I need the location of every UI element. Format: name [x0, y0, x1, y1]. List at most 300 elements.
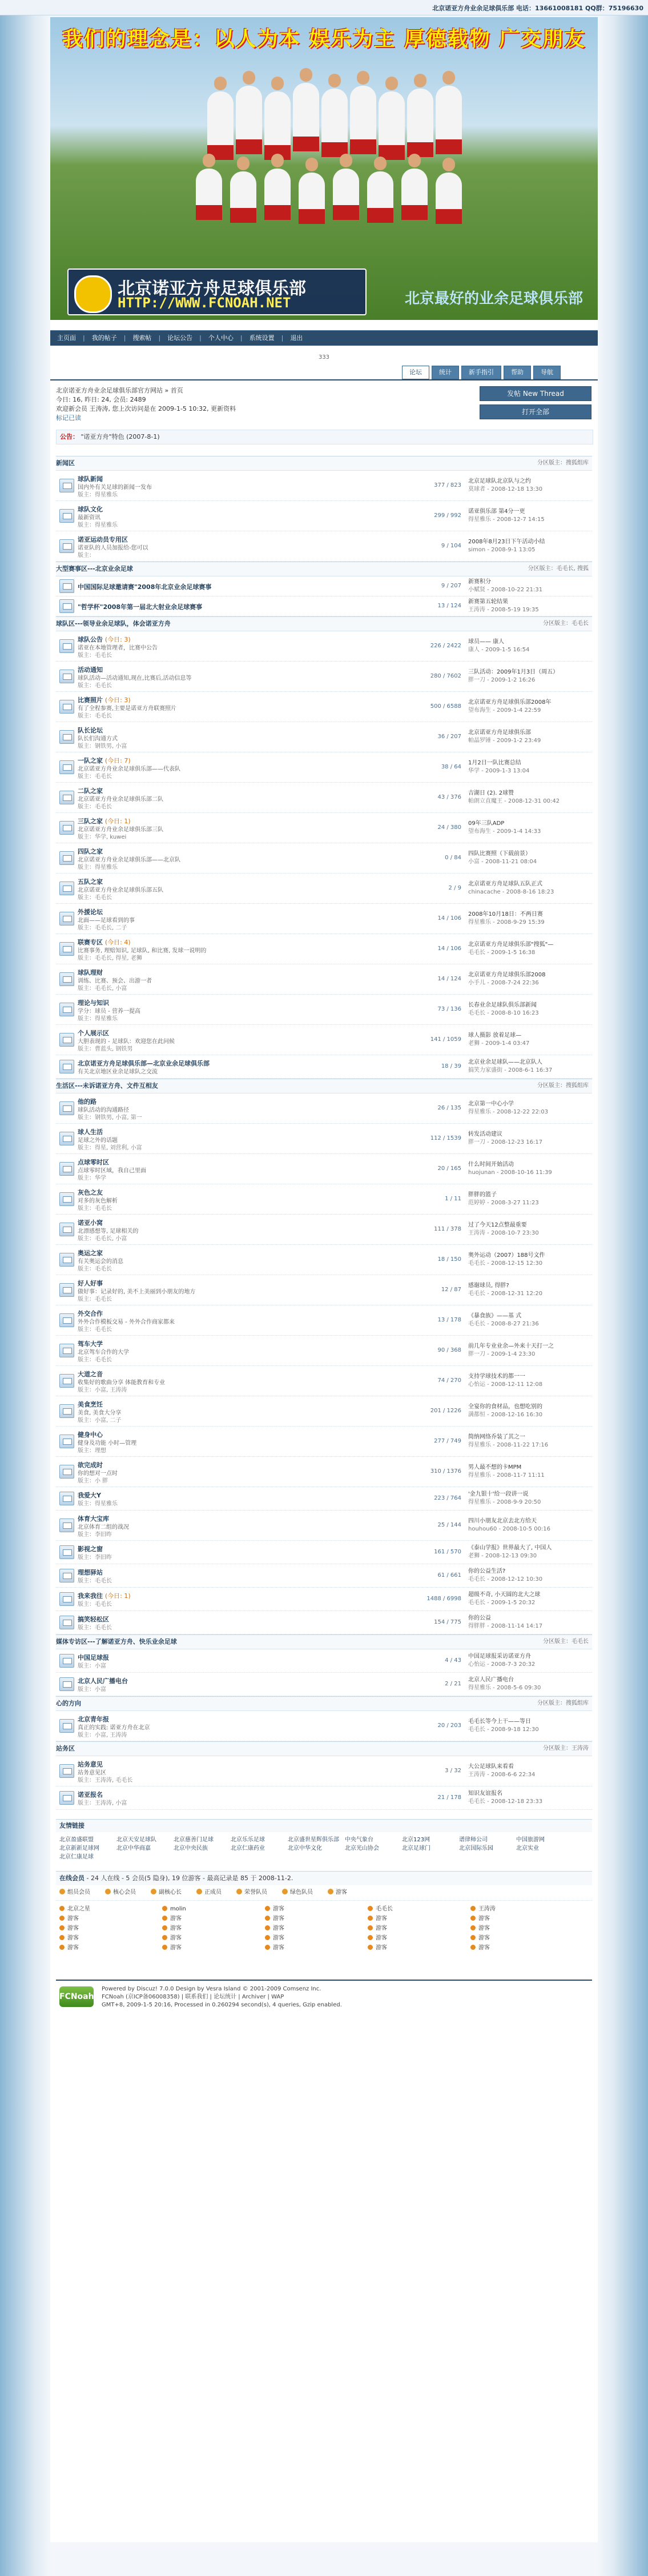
category-header[interactable] [56, 616, 592, 631]
online-user[interactable]: 游客 [59, 1914, 162, 1924]
forum-moderator[interactable]: 版主：毛毛长 [78, 1205, 112, 1212]
forum-name-text[interactable]: 我爱大Y [78, 1492, 101, 1499]
forum-name-text[interactable]: 球队理财 [78, 969, 103, 976]
forum-name-text[interactable]: 个人展示区 [78, 1029, 109, 1037]
last-post-title[interactable]: 男人最不想的卡MPM [468, 1464, 522, 1471]
forum-name-text[interactable]: 灰色之友 [78, 1189, 103, 1196]
forum-moderator[interactable]: 版主：小富 [78, 1686, 106, 1693]
online-user[interactable]: 游客 [470, 1924, 573, 1933]
forum-name[interactable] [78, 582, 211, 591]
announcement-text[interactable]: "诺亚方舟"特色 (2007-8-1) [81, 433, 160, 440]
last-post[interactable] [468, 578, 591, 594]
forum-moderator[interactable]: 版主：毛毛长, 得星, 老狮 [78, 955, 142, 962]
forum-name-text[interactable]: 北京人民广播电台 [78, 1677, 128, 1685]
forum-name-text[interactable]: 诺亚小窝 [78, 1219, 103, 1227]
last-post[interactable] [468, 1282, 591, 1298]
forum-row[interactable] [56, 596, 592, 616]
nav-item[interactable]: 我的帖子 [91, 334, 117, 342]
friend-link[interactable]: 北京足球门 [402, 1845, 430, 1852]
player-shorts [401, 205, 428, 220]
forum-row[interactable] [56, 722, 592, 752]
nav-item[interactable]: 个人中心 [208, 334, 234, 342]
nav-item[interactable]: 系统设置 [249, 334, 275, 342]
last-post[interactable] [468, 1614, 591, 1630]
last-post[interactable] [468, 1100, 591, 1116]
online-user[interactable]: 游客 [470, 1943, 573, 1953]
category-title[interactable]: 心的方向 [56, 1700, 81, 1707]
online-user[interactable]: 王涛涛 [470, 1904, 573, 1914]
last-post[interactable] [468, 638, 591, 654]
forum-name-text[interactable]: 他的路 [78, 1098, 96, 1105]
forum-row[interactable] [56, 631, 592, 662]
forum-name-text[interactable]: 比赛照片 [78, 696, 103, 704]
friend-link[interactable]: 北京光山协会 [345, 1845, 379, 1852]
tab-item[interactable]: 论坛 [402, 366, 429, 379]
category-header[interactable] [56, 1634, 592, 1649]
last-post[interactable] [468, 1568, 591, 1584]
forum-name-text[interactable]: 美食烹饪 [78, 1401, 103, 1408]
last-post-title[interactable]: 转发活动建议 [468, 1131, 502, 1137]
new-thread-button[interactable]: 发帖 New Thread [480, 386, 591, 401]
online-user[interactable]: 游客 [265, 1933, 368, 1943]
last-post-title[interactable]: 北京诺亚方舟足球俱乐部"搜狐"— [468, 942, 554, 948]
last-post[interactable] [468, 1517, 591, 1533]
forum-row[interactable] [56, 1215, 592, 1245]
tab-item[interactable]: 新手指引 [461, 366, 501, 379]
forum-moderator[interactable]: 版主：小富, 王涛涛 [78, 1387, 127, 1393]
last-post-title[interactable]: 四队比赛照（下载前景） [468, 851, 531, 857]
last-post-title[interactable]: 知识友谊报名 [468, 1790, 502, 1797]
last-post-title[interactable]: 什么时间开始活动 [468, 1161, 514, 1168]
forum-row[interactable] [56, 576, 592, 596]
forum-row[interactable] [56, 1093, 592, 1124]
nav-item[interactable]: 论坛公告 [167, 334, 193, 342]
forum-name-text[interactable]: 球队文化 [78, 506, 103, 513]
forum-row[interactable] [56, 1673, 592, 1696]
last-post-title[interactable]: 全宴你的食材品，也想吃别的 [468, 1404, 542, 1410]
forum-moderator[interactable]: 版主：得星雅乐 [78, 1501, 118, 1507]
forum-moderator[interactable]: 版主：理想 [78, 1448, 106, 1454]
forum-row[interactable] [56, 874, 592, 904]
category-title[interactable]: 新闻区 [56, 459, 75, 467]
forum-name-text[interactable]: 三队之家 [78, 818, 103, 825]
last-post[interactable] [468, 1312, 591, 1328]
forum-name-text[interactable]: 诺亚报名 [78, 1791, 103, 1798]
forum-name-text[interactable]: 好人好事 [78, 1280, 103, 1287]
last-post-title[interactable]: 前几年专业业余—外来十天打一之 [468, 1343, 554, 1349]
friend-link[interactable]: 北京乐乐足球 [231, 1837, 265, 1843]
forum-row[interactable] [56, 1711, 592, 1741]
open-all-button[interactable]: 打开全部 [480, 404, 591, 419]
nav-item[interactable]: 主页面 [57, 334, 76, 342]
last-post-title[interactable]: 大公足球队来看看 [468, 1764, 514, 1770]
forum-moderator[interactable]: 版主：毛毛长, 小富 [78, 1236, 127, 1242]
friend-link[interactable]: 北京天安足球队 [116, 1837, 156, 1843]
last-post[interactable] [468, 1491, 591, 1507]
category-header[interactable] [56, 1079, 592, 1093]
last-post-title[interactable]: '金九银十'给一段讲一说 [468, 1491, 529, 1497]
forum-name-text[interactable]: 搞笑轻松区 [78, 1616, 109, 1623]
forum-moderator[interactable]: 版主：毛毛长 [78, 804, 112, 810]
forum-name-text[interactable]: 体育大宝库 [78, 1515, 109, 1523]
category-title[interactable]: 生活区---未诉诺亚方舟、文件互相友 [56, 1082, 158, 1089]
forum-name-text[interactable]: "哲学杯"2008年第一届北大射业余足球赛事 [78, 603, 203, 611]
last-post[interactable] [468, 1763, 591, 1779]
forum-row[interactable] [56, 995, 592, 1025]
last-post[interactable] [468, 759, 591, 775]
forum-moderator[interactable]: 版主： [78, 552, 95, 559]
nav-item[interactable]: 搜索帖 [132, 334, 152, 342]
forum-moderator[interactable]: 版主：毛毛长 [78, 1601, 112, 1608]
forum-name-text[interactable]: 中国国际足球邀请赛"2008年北京业余足球赛事 [78, 583, 212, 591]
last-post-title[interactable]: 北京第一中心小学 [468, 1101, 514, 1107]
last-post[interactable] [468, 820, 591, 836]
forum-moderator[interactable]: 版主：小 胖 [78, 1478, 108, 1484]
online-user[interactable]: 游客 [265, 1943, 368, 1953]
forum-name-text[interactable]: 中国足球报 [78, 1654, 109, 1661]
forum-name-text[interactable]: 我来我往 [78, 1592, 103, 1600]
last-post-title[interactable]: 中国足球报采访诺亚方舟 [468, 1653, 531, 1660]
friend-link[interactable]: 北京慈善门足球 [174, 1837, 214, 1843]
forum-row[interactable] [56, 1275, 592, 1305]
last-post[interactable] [468, 1433, 591, 1449]
last-post-title[interactable]: 北京业余足球队——北京队人 [468, 1059, 542, 1065]
forum-row[interactable] [56, 783, 592, 813]
last-post-title[interactable]: 支持学球技术的都一一 [468, 1373, 525, 1380]
forum-row[interactable] [56, 1457, 592, 1487]
forum-row[interactable] [56, 1396, 592, 1427]
forum-name-text[interactable]: 外援论坛 [78, 908, 103, 916]
forum-row[interactable] [56, 904, 592, 934]
forum-moderator[interactable]: 版主：毛毛长 [78, 1296, 112, 1303]
forum-name-text[interactable]: 球人生活 [78, 1128, 103, 1136]
forum-row[interactable] [56, 1564, 592, 1588]
last-post[interactable] [468, 1191, 591, 1207]
last-post[interactable] [468, 790, 591, 806]
tab-item[interactable]: 统计 [432, 366, 459, 379]
forum-row[interactable] [56, 813, 592, 843]
forum-row[interactable] [56, 1487, 592, 1511]
forum-name-text[interactable]: 理想驿站 [78, 1569, 103, 1576]
forum-moderator[interactable]: 版主：小富, 二子 [78, 1417, 122, 1424]
forum-row[interactable] [56, 1366, 592, 1396]
forum-row[interactable] [56, 964, 592, 995]
forum-row[interactable] [56, 692, 592, 722]
last-post[interactable] [468, 941, 591, 957]
forum-name-text[interactable]: 影视之窗 [78, 1545, 103, 1553]
forum-row[interactable] [56, 471, 592, 501]
forum-moderator[interactable]: 版主：得星雅乐 [78, 522, 118, 528]
tab-item[interactable]: 导航 [533, 366, 561, 379]
last-post-title[interactable]: 球人摄影 放着足球— [468, 1032, 522, 1039]
forum-row[interactable] [56, 1336, 592, 1366]
nav-item[interactable]: 退出 [290, 334, 303, 342]
category-header[interactable] [56, 456, 592, 471]
last-post-title[interactable]: 简纳网络乔装了其之一 [468, 1434, 525, 1440]
last-post[interactable] [468, 1403, 591, 1419]
online-user[interactable]: molin [162, 1904, 265, 1914]
forum-name-text[interactable]: 队长论坛 [78, 727, 103, 734]
last-post-title[interactable]: 三队活动：2009年1月3日（周五） [468, 669, 559, 675]
forum-moderator[interactable]: 版主：王涛涛, 小富 [78, 1800, 127, 1806]
last-post[interactable] [468, 508, 591, 524]
forum-row[interactable] [56, 1786, 592, 1810]
last-post-title[interactable]: 2008年10月18日：不两日赛 [468, 911, 543, 918]
forum-moderator[interactable]: 版主：王涛涛, 毛毛长 [78, 1777, 133, 1784]
tab-item[interactable]: 帮助 [504, 366, 531, 379]
forum-name-text[interactable]: 活动通知 [78, 666, 103, 674]
last-post-title[interactable]: 北京诺亚方舟足球队五队正式 [468, 881, 542, 887]
forum-moderator[interactable]: 版主：毛毛长 [78, 1266, 112, 1272]
online-user[interactable]: 游客 [265, 1914, 368, 1924]
forum-row[interactable] [56, 1511, 592, 1541]
online-user[interactable]: 游客 [162, 1924, 265, 1933]
forum-row[interactable] [56, 1588, 592, 1611]
online-user[interactable]: 游客 [368, 1914, 470, 1924]
online-user[interactable]: 游客 [59, 1943, 162, 1953]
last-post[interactable] [468, 538, 591, 554]
forum-name-text[interactable]: 四队之家 [78, 848, 103, 855]
last-post-title[interactable]: 北京足球队北京队与之约 [468, 478, 531, 484]
forum-moderator[interactable]: 版主：钢铁男, 小富, 第一 [78, 1115, 142, 1121]
last-post[interactable] [468, 1001, 591, 1017]
last-post-title[interactable]: 2008年8月23日下午活动小结 [468, 539, 545, 545]
forum-row[interactable] [56, 1541, 592, 1564]
forum-name-text[interactable]: 五队之家 [78, 878, 103, 886]
last-post-meta: 小手儿 - 2008-7-24 22:36 [468, 980, 539, 986]
forum-name-text[interactable]: 外交合作 [78, 1310, 103, 1317]
online-user[interactable]: 游客 [368, 1933, 470, 1943]
last-post[interactable] [468, 668, 591, 684]
friend-link[interactable]: 北京中华商嘉 [116, 1845, 151, 1852]
forum-moderator[interactable]: 版主：毛毛长 [78, 1357, 112, 1363]
last-post[interactable] [468, 699, 591, 715]
last-post-title[interactable]: 新赛第五轮结果 [468, 599, 508, 605]
forum-name-text[interactable]: 点球零时区 [78, 1159, 109, 1166]
forum-row[interactable] [56, 1427, 592, 1457]
forum-moderator[interactable]: 版主：毛毛长, 二子 [78, 925, 127, 931]
forum-name-text[interactable]: 健身中心 [78, 1431, 103, 1439]
forum-moderator[interactable]: 版主：华学, kuwei [78, 834, 127, 840]
forum-moderator[interactable]: 版主：得星, 刘营利, 小富 [78, 1145, 142, 1151]
footer-links[interactable]: FCNoah (京ICP备06008358) | 联系我们 | 论坛统计 | Archiver | WAP [102, 1994, 284, 2000]
forum-moderator[interactable]: 版主：李旧昨 [78, 1555, 112, 1561]
friend-link[interactable]: 北京国际乐园 [459, 1845, 493, 1852]
last-post-title[interactable]: 吉湖日 (2). 2球赞 [468, 790, 514, 796]
friend-link[interactable]: 北京仁康药业 [231, 1845, 265, 1852]
last-post-title[interactable]: 《暴食族》——基 式 [468, 1313, 522, 1319]
forum-name-text[interactable]: 北京诺亚方舟足球俱乐部—北京业余足球俱乐部 [78, 1060, 210, 1067]
last-post[interactable] [468, 1464, 591, 1480]
forum-moderator[interactable]: 版主：毛毛长 [78, 1625, 112, 1631]
forum-moderator[interactable]: 版主：毛毛长 [78, 683, 112, 689]
forum-moderator[interactable]: 版主：得星雅乐 [78, 492, 118, 498]
forum-name-text[interactable]: 奥运之家 [78, 1249, 103, 1257]
forum-moderator[interactable]: 版主：得星雅乐 [78, 1016, 118, 1022]
mark-read-link[interactable]: 标记已读 [56, 414, 81, 422]
forum-moderator[interactable]: 版主：曹蓝头, 钢铁男 [78, 1046, 133, 1052]
last-post[interactable] [468, 598, 591, 614]
last-post-title[interactable]: 诺亚俱乐部 第4分一更 [468, 508, 525, 515]
forum-name-text[interactable]: 诺亚运动员专用区 [78, 536, 128, 543]
last-post-title[interactable]: 感谢球员, 得胖? [468, 1283, 509, 1289]
forum-moderator[interactable]: 版主：钢铁男, 小富 [78, 743, 127, 750]
forum-name-text[interactable]: 欲完成时 [78, 1461, 103, 1469]
forum-moderator[interactable]: 版主：毛毛长 [78, 1578, 112, 1584]
forum-moderator[interactable]: 版主：毛毛长 [78, 652, 112, 659]
last-post-title[interactable]: 你的公益 [468, 1615, 491, 1621]
last-post-title[interactable]: 北京人民广播电台 [468, 1677, 514, 1683]
forum-name-text[interactable]: 球队新闻 [78, 475, 103, 483]
friend-link[interactable]: 中国旅游网 [516, 1837, 545, 1843]
last-post[interactable] [468, 1591, 591, 1607]
last-post-title[interactable]: 奥外运动（2007）188号文件 [468, 1252, 545, 1259]
forum-name-text[interactable]: 大道之音 [78, 1371, 103, 1378]
category-header[interactable] [56, 1741, 592, 1756]
last-post[interactable] [468, 1252, 591, 1268]
last-post[interactable] [468, 1343, 591, 1359]
forum-moderator[interactable]: 版主：小富, 王涛涛 [78, 1732, 127, 1738]
last-post-title[interactable]: 北京诺亚方舟足球俱乐部2008 [468, 972, 546, 978]
last-post-title[interactable]: 新赛积分 [468, 579, 491, 585]
last-post[interactable] [468, 1676, 591, 1692]
last-post[interactable] [468, 478, 591, 494]
forum-moderator[interactable]: 版主：华学 [78, 1175, 106, 1181]
forum-moderator[interactable]: 版主：毛毛长 [78, 1327, 112, 1333]
online-user[interactable]: 游客 [59, 1933, 162, 1943]
forum-description: 学分：球员 - 营养一提高 [78, 1008, 140, 1015]
last-post[interactable] [468, 1131, 591, 1147]
online-user[interactable]: 游客 [162, 1943, 265, 1953]
forum-row[interactable] [56, 662, 592, 692]
friend-link[interactable]: 北京仁康足球 [59, 1854, 94, 1860]
forum-moderator[interactable]: 版主：毛毛长 [78, 713, 112, 719]
forum-moderator[interactable]: 版主：毛毛长 [78, 895, 112, 901]
online-user[interactable]: 游客 [59, 1924, 162, 1933]
forum-row[interactable] [56, 1245, 592, 1275]
forum-row[interactable] [56, 1305, 592, 1336]
last-post-title[interactable]: 胖胖的篮子 [468, 1192, 497, 1198]
last-post[interactable] [468, 850, 591, 866]
forum-row[interactable] [56, 1649, 592, 1673]
forum-row[interactable] [56, 1124, 592, 1154]
friend-link[interactable]: 北京盈盛联盟 [59, 1837, 94, 1843]
forum-row[interactable] [56, 531, 592, 562]
online-user[interactable]: 游客 [368, 1943, 470, 1953]
last-post-title[interactable]: 四川小朋友北京去北方给天 [468, 1518, 537, 1524]
forum-row[interactable] [56, 934, 592, 964]
slide-counter: 333 [318, 354, 330, 360]
friend-link[interactable]: 北京123网 [402, 1837, 430, 1843]
last-post-title[interactable]: 你的公益生活? [468, 1568, 506, 1575]
last-post-title[interactable]: 球员—— 康人 [468, 639, 505, 645]
forum-row[interactable] [56, 1184, 592, 1215]
friend-link[interactable]: 北京实业 [516, 1845, 539, 1852]
category-header[interactable] [56, 562, 592, 576]
category-title[interactable]: 球队区---领导业余足球队，体会诺亚方舟 [56, 620, 171, 627]
online-user[interactable]: 毛毛长 [368, 1904, 470, 1914]
friend-link[interactable]: 北京新新足球网 [59, 1845, 99, 1852]
forum-name-text[interactable]: 球队公告 [78, 636, 103, 643]
forum-name-text[interactable]: 理论与知识 [78, 999, 109, 1007]
forum-row[interactable] [56, 1756, 592, 1786]
last-post-title[interactable]: 1月2日一队比赛总结 [468, 760, 521, 766]
forum-name-text[interactable]: 二队之家 [78, 787, 103, 795]
forum-moderator[interactable]: 版主：李旧昨 [78, 1532, 112, 1538]
online-user[interactable]: 游客 [265, 1904, 368, 1914]
friend-link[interactable]: 北京中央民族 [174, 1845, 208, 1852]
online-summary: - 24 人在线 - 5 会员(5 隐身), 19 位游客 - 最高记录是 85 于 2008-11-2. [86, 1874, 293, 1882]
category-title[interactable]: 站务区 [56, 1745, 75, 1752]
category-title[interactable]: 大型赛事区---北京业余足球 [56, 565, 133, 572]
forum-name-text[interactable]: 北京青年报 [78, 1716, 109, 1723]
forum-moderator[interactable]: 版主：毛毛长, 小富 [78, 985, 127, 992]
forum-row[interactable] [56, 1611, 592, 1634]
online-user[interactable]: 游客 [265, 1924, 368, 1933]
last-post[interactable] [468, 1059, 591, 1075]
forum-row[interactable] [56, 1055, 592, 1079]
last-post[interactable] [468, 971, 591, 987]
last-post-title[interactable]: 《泰山学报》世界最大了, 中国人 [468, 1545, 552, 1551]
online-user[interactable]: 北京之星 [59, 1904, 162, 1914]
last-post[interactable] [468, 911, 591, 927]
breadcrumb-path[interactable]: 北京诺亚方舟业余足球俱乐部官方网站 » 首页 [56, 387, 183, 394]
last-post[interactable] [468, 880, 591, 896]
last-post-title[interactable]: 毛毛长等今上干——等日 [468, 1718, 531, 1725]
last-post-title[interactable]: 超级不奇, 小天圆的北大之球 [468, 1592, 541, 1598]
online-user[interactable]: 游客 [470, 1933, 573, 1943]
forum-name-text[interactable]: 一队之家 [78, 757, 103, 764]
last-post[interactable] [468, 1161, 591, 1177]
last-post[interactable] [468, 1653, 591, 1669]
online-user[interactable]: 游客 [470, 1914, 573, 1924]
forum-moderator[interactable]: 版主：得星雅乐 [78, 864, 118, 871]
forum-row[interactable] [56, 752, 592, 783]
forum-name-text[interactable]: 站务意见 [78, 1761, 103, 1768]
category-header[interactable] [56, 1696, 592, 1711]
forum-name[interactable] [78, 602, 202, 611]
forum-row[interactable] [56, 1154, 592, 1184]
forum-moderator[interactable]: 版主：小富 [78, 1663, 106, 1669]
last-post[interactable] [468, 1373, 591, 1389]
forum-row[interactable] [56, 501, 592, 531]
last-post-title[interactable]: 北京诺亚方舟足球俱乐部2008年 [468, 699, 552, 706]
forum-name-text[interactable]: 驾车大学 [78, 1340, 103, 1348]
category-title[interactable]: 媒体专访区---了解诺亚方舟、快乐业余足球 [56, 1638, 177, 1645]
friend-link[interactable]: 中央气象台 [345, 1837, 373, 1843]
last-post[interactable] [468, 1032, 591, 1048]
friend-link[interactable]: 北京盛世星辉俱乐部 [288, 1837, 339, 1843]
friend-link[interactable]: 谱律师公司 [459, 1837, 488, 1843]
last-post-title[interactable]: 长春业余足球队俱乐部新闻 [468, 1002, 537, 1008]
last-post[interactable] [468, 729, 591, 745]
forum-row[interactable] [56, 843, 592, 874]
last-post[interactable] [468, 1221, 591, 1237]
last-post-title[interactable]: 北京诺亚方舟足球俱乐部 [468, 730, 531, 736]
forum-row[interactable] [56, 1025, 592, 1055]
forum-moderator[interactable]: 版主：毛毛长 [78, 774, 112, 780]
friend-link[interactable]: 北京中华文化 [288, 1845, 322, 1852]
last-post[interactable] [468, 1544, 591, 1560]
forum-name-text[interactable]: 联赛专区 [78, 939, 103, 946]
last-post[interactable] [468, 1790, 591, 1806]
online-user[interactable]: 游客 [162, 1933, 265, 1943]
online-user[interactable]: 游客 [368, 1924, 470, 1933]
last-post[interactable] [468, 1718, 591, 1734]
last-post-title[interactable]: 09年三队ADP [468, 820, 505, 827]
last-post-title[interactable]: 过了今天12点整最重要 [468, 1222, 527, 1228]
online-user[interactable]: 游客 [162, 1914, 265, 1924]
